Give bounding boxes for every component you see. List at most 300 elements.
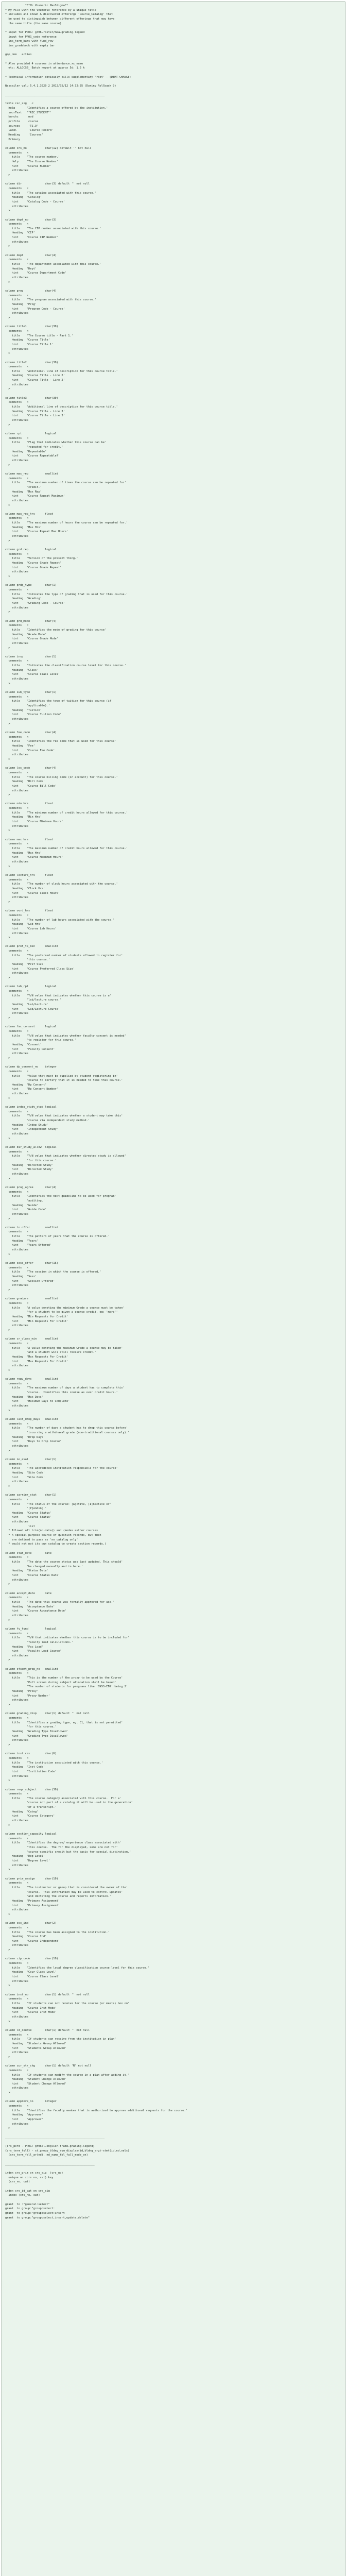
code-line: 'lab/lecture course.'	[5, 998, 62, 1002]
code-line: >	[5, 352, 10, 355]
code-line: >	[5, 1449, 10, 1452]
code-line	[5, 1917, 342, 1922]
code-line: title 'Y/N value that indicates whether this course is a'	[5, 994, 111, 997]
code-line: title 'Identifies the type of tuition for this course (if'	[5, 700, 113, 703]
code-line: comments <	[5, 735, 29, 739]
code-line: title 'The minimum number of credit hours allowed for this course.'	[5, 811, 128, 815]
code-line: are defined to pass as 'no_catalog only'	[5, 1538, 78, 1541]
code-line: column grd_mode char(4)	[5, 619, 57, 623]
code-line: column title2 char(30)	[5, 361, 58, 364]
code-line: >	[5, 1016, 10, 1020]
code-line: index crs_prim on crs_sig (crs_no)	[5, 2171, 63, 2175]
code-line: title 'The course category associated with this course. For a'	[5, 1797, 121, 1800]
code-line: title 'If students can receive from the institution in plan'	[5, 2038, 116, 2041]
code-line: column carrier_stat char(1)	[5, 1494, 57, 1497]
code-line	[5, 1827, 342, 1832]
code-line: comments <	[5, 1029, 29, 1033]
code-line	[5, 1872, 342, 1877]
code-line: Heading 'Min Hrs'	[5, 816, 42, 819]
code-line: title 'The instructor or group that is considered the owner of the'	[5, 1886, 128, 1889]
code-line: Heading 'Tuition'	[5, 708, 42, 712]
code-line: column repu_days smallint	[5, 1378, 58, 1381]
code-line	[5, 467, 342, 472]
code-line: title 'Value that must be supplied by student registering in'	[5, 1074, 118, 1078]
code-line: attributes	[5, 1654, 29, 1657]
code-line: column no_eval char(1)	[5, 1458, 57, 1461]
code-line: sourText '"REC_STUDENT"'	[5, 111, 52, 114]
code-line: hint 'Institution Code'	[5, 1770, 57, 1773]
code-line	[5, 427, 342, 432]
code-line: >	[5, 1703, 10, 1707]
code-line: comments <	[5, 1462, 29, 1466]
code-line: attributes	[5, 1012, 29, 1015]
code-line: ____________________________________________________________	[5, 2136, 105, 2139]
code-line: Heading 'Course Title - Line 2'	[5, 374, 65, 378]
code-line: comments <	[5, 1301, 29, 1305]
code-line: hint 'Course Grade Repeat'	[5, 566, 62, 569]
code-line: hint 'Approver'	[5, 2118, 43, 2122]
code-line: attributes	[5, 972, 29, 975]
code-line: >	[5, 1658, 10, 1662]
code-line: Heading 'Lab Hrs'	[5, 923, 42, 926]
code-line: Heading 'Guide'	[5, 1204, 39, 1207]
code-line: column dp_consent_no integer	[5, 1065, 57, 1069]
code-line	[5, 1748, 342, 1752]
code-line: column cip_code char(10)	[5, 1957, 58, 1961]
code-line: comments <	[5, 1190, 29, 1194]
code-line: column crs_no char(12) default '' not null	[5, 147, 92, 150]
code-line	[5, 507, 342, 512]
code-line: title 'Identifies the local degree classification course level for this course.'	[5, 1966, 149, 1970]
code-line: Heading 'Course Inst Mode'	[5, 2006, 57, 2010]
code-line: >	[5, 1328, 10, 1332]
code-line: title 'Identifies the mode of grading for this course'	[5, 628, 107, 632]
code-line: column loc_code char(4)	[5, 767, 57, 770]
code-line: >	[5, 2127, 10, 2130]
code-line: Heading 'Grading Type Disallowed'	[5, 1730, 68, 1733]
code-line: hint 'Course Maximum Hours'	[5, 856, 63, 859]
code-line: hint 'Course Class Level'	[5, 673, 60, 676]
code-line: grant to group:"group:select:	[5, 2207, 55, 2211]
code-line: attributes	[5, 1614, 29, 1617]
code-line: >	[5, 936, 10, 940]
code-line: attributes	[5, 2122, 29, 2126]
code-line: Primary	[5, 138, 20, 141]
code-line	[5, 356, 342, 361]
code-line	[5, 71, 342, 75]
code-line: attributes	[5, 205, 29, 208]
code-line: attributes	[5, 1480, 29, 1484]
code-line: 'course via independent study method.'	[5, 1119, 90, 1123]
code-line: Heading 'Fee'	[5, 744, 35, 748]
code-line: * A special purpose course of question records, but then	[5, 1534, 101, 1537]
code-listing[interactable]	[2, 2, 345, 2222]
code-line: title 'The status of the course: [A]ctive, [I]nactive or'	[5, 1502, 111, 1506]
code-line: column title3 char(30)	[5, 396, 58, 400]
code-line: comments <	[5, 1266, 29, 1269]
code-line: comments <	[5, 1926, 29, 1929]
code-line: hint 'Site Code'	[5, 1476, 45, 1479]
code-line: attributes	[5, 677, 29, 681]
code-line: hint 'Max Requests For Credit'	[5, 1360, 68, 1363]
code-line: hint 'Catalog Code - Course'	[5, 200, 65, 204]
code-line: hint 'Lab/Lecture Course'	[5, 1007, 60, 1011]
code-line	[5, 543, 342, 548]
code-line: Heading 'Students Group Allowed'	[5, 2042, 67, 2045]
code-line: >	[5, 280, 10, 284]
code-line: 'this course.'	[5, 958, 50, 962]
code-line	[5, 79, 342, 84]
code-line: Heading 'Prog'	[5, 302, 37, 306]
code-line: >	[5, 976, 10, 980]
code-line: >	[5, 316, 10, 319]
code-line	[5, 1783, 342, 1788]
code-line: label 'Course Record'	[5, 129, 54, 132]
code-line: 'course not part of a catalog it will be used in the generation'	[5, 1801, 133, 1805]
code-line: comments <	[5, 1382, 29, 1385]
code-line: >	[5, 1948, 10, 1952]
code-line: attributes	[5, 1364, 29, 1368]
code-line: title 'The maximum number of credit hours allowed for this course.'	[5, 847, 128, 851]
code-line: * includes all known & discovered offerings 'Course_Catalog' that	[5, 13, 113, 16]
code-line: attributes	[5, 606, 29, 609]
code-line: comments <	[5, 1717, 29, 1720]
code-line: ____________________________________________________________	[5, 93, 105, 97]
code-line: >	[5, 503, 10, 507]
code-line: Heading 'Categ'	[5, 1810, 39, 1814]
code-line	[5, 1293, 342, 1297]
code-line: column ld_course char(1) default '' not null	[5, 2028, 90, 2032]
code-line: hint 'Course Status'	[5, 1516, 52, 1519]
code-line: title 'This is the number of the proxy to be used by the Course'	[5, 1676, 123, 1680]
code-line: column sub_type char(1)	[5, 691, 57, 694]
code-line: Heading 'Fac Load'	[5, 1645, 43, 1649]
code-line: Heading 'Site Code'	[5, 1471, 45, 1475]
code-line: comments <	[5, 294, 29, 297]
code-line: column grading_disp char(1) default '' not null	[5, 1712, 90, 1716]
code-line: Heading 'Years'	[5, 1239, 39, 1243]
code-line: hint 'Grading Type Disallowed'	[5, 1734, 68, 1738]
code-line: column inst_no char(1) default '' not null	[5, 1993, 90, 1996]
code-line: >	[5, 2020, 10, 2023]
code-line: column max_hrs float	[5, 838, 54, 841]
code-line: column reqr_subject char(30)	[5, 1788, 58, 1791]
code-line: Heading 'Indep Study'	[5, 1123, 48, 1127]
code-line: the same title (the same course)	[5, 22, 62, 25]
code-line	[5, 1988, 342, 1993]
code-line	[5, 1489, 342, 1494]
code-line: hint 'Course Tuition Code'	[5, 713, 62, 717]
code-line: comments <	[5, 151, 29, 155]
code-line: Wassailer valu 5.4.1.3520 2 2012/05/12 14:32:35 (During Rollback 9)	[5, 84, 116, 88]
code-line: title 'The program associated with this course.'	[5, 298, 96, 302]
code-line: attributes	[5, 1908, 29, 1912]
code-line: Heading 'Dept'	[5, 267, 37, 270]
code-line: * Allowed all trim(no-data)) and (modes author courses	[5, 1529, 98, 1533]
code-line: list	[5, 1524, 35, 1528]
code-line: etc: ALLOCSB_ Batch report at approx 5d: 1.5 k	[5, 66, 85, 70]
code-line	[5, 249, 342, 253]
code-line: column insp char(1)	[5, 655, 57, 658]
code-line: hint 'Course Minimum Hours'	[5, 820, 63, 824]
code-line: >	[5, 1912, 10, 1916]
code-line: comments <	[5, 365, 29, 369]
code-line: >	[5, 1618, 10, 1622]
code-line: >	[5, 2091, 10, 2095]
code-line: column prog char(4)	[5, 290, 57, 293]
code-line: title 'The preferred number of students allowed to register for'	[5, 954, 123, 957]
code-line	[5, 762, 342, 767]
code-line: hint 'Course Bill Code'	[5, 784, 57, 788]
code-line: comments <	[5, 1342, 29, 1345]
code-line: column grd_rep logical	[5, 548, 57, 552]
code-line: column max_rep smallint	[5, 472, 58, 476]
code-line: title 'The number of lab hours associated with the course.'	[5, 918, 115, 922]
code-line: column ovrd_hrs float	[5, 909, 54, 913]
code-line: Heading 'Acceptance Date'	[5, 1605, 55, 1608]
code-line: hint 'Directed Study'	[5, 1168, 54, 1172]
code-line: >	[5, 1868, 10, 1872]
code-line: column prof_ts_min smallint	[5, 945, 58, 948]
code-line: hint 'Course Status Date'	[5, 1574, 60, 1577]
code-line: hint 'Primary Assignment'	[5, 1904, 60, 1907]
code-line: Heading 'Course Title - Line 3'	[5, 410, 65, 413]
code-line: 'course. This information may be used to control updates'	[5, 1890, 123, 1894]
code-line: column ofcamt_prop_no smallint	[5, 1667, 58, 1671]
code-line: hint 'Days to Drop Course'	[5, 1440, 62, 1444]
code-line: 'this course. The for the displayed, some are not for'	[5, 1846, 118, 1850]
code-line: attributes	[5, 276, 29, 280]
code-line: attributes	[5, 1248, 29, 1252]
code-line: 'be changed manually and in here.'	[5, 1565, 83, 1568]
code-line: hint 'Course Acceptance Date'	[5, 1609, 67, 1613]
code-line: comments <	[5, 1596, 29, 1600]
code-line: column last_drop_days smallint	[5, 1418, 58, 1421]
code-line: comments <	[5, 807, 29, 810]
code-line: attributes	[5, 1324, 29, 1328]
code-line: sources 'TS.O'	[5, 124, 39, 128]
code-line: column fy_fund logical	[5, 1627, 57, 1631]
code-line: column cur_str_chg char(1) default 'N' not null	[5, 2064, 92, 2068]
code-line: title 'Additional line of description for this course title.'	[5, 405, 118, 409]
code-line: Heading 'Status Date'	[5, 1569, 48, 1573]
code-line	[5, 2131, 342, 2136]
code-line: >	[5, 865, 10, 868]
code-line: title 'Identifies the faculty member that is authorized to approve additional requests for the course.'	[5, 2109, 187, 2112]
code-line: attributes	[5, 860, 29, 863]
code-line: >	[5, 829, 10, 833]
code-line: attributes	[5, 718, 29, 721]
code-line: column max_rep_hrs float	[5, 512, 54, 516]
code-line: Heading 'Cour Class Level'	[5, 1971, 57, 1974]
code-line: comments <	[5, 1962, 29, 1965]
code-line: Heading 'Lab/Lecture'	[5, 1003, 48, 1006]
code-line: hint 'Students Group Allowed'	[5, 2046, 67, 2050]
code-line: comments <	[5, 842, 29, 846]
code-line	[5, 1953, 342, 1957]
code-line: hint 'Proxy Number'	[5, 1694, 50, 1698]
code-line: gmp_dom action	[5, 53, 32, 57]
code-line: comments <	[5, 588, 29, 591]
code-line: title 'The course billing code (or account) for this course.'	[5, 775, 118, 779]
code-line: title 'The maximum number of times the course can be repeated for'	[5, 481, 126, 485]
code-line: hint 'Min Requests For Credit'	[5, 1319, 68, 1323]
code-line: * would not not its own catalog to create section records.)	[5, 1543, 107, 1546]
code-line: title 'The date the course status was last updated. This should'	[5, 1561, 123, 1564]
code-line: Heading 'Inst Code'	[5, 1766, 45, 1769]
code-line: title 'Additional line of description for this course title.'	[5, 369, 118, 373]
code-line: attributes	[5, 1774, 29, 1778]
code-line: column dir char(3) default '' not null	[5, 182, 90, 186]
code-line: title 'The number of days a student has to drop this course before'	[5, 1427, 128, 1430]
code-line: comments <	[5, 1882, 29, 1885]
code-line: (crs_no, cat)	[5, 2180, 30, 2184]
code-line	[5, 1181, 342, 1185]
code-line: >	[5, 900, 10, 904]
code-line: * Also provided 4 courses in attendance.xx_name	[5, 62, 83, 65]
code-line: attributes	[5, 2015, 29, 2019]
code-line: attributes	[5, 535, 29, 538]
code-line: title 'Flag that indicates whether this course can be'	[5, 441, 107, 445]
code-line: >	[5, 1252, 10, 1256]
code-line: title 'The number of clock hours associated with the course.'	[5, 883, 118, 886]
code-line: column fac_consent logical	[5, 1025, 57, 1029]
code-line	[5, 1663, 342, 1667]
code-line: title 'Y/N value that indicates whether a student may take this'	[5, 1114, 123, 1118]
code-line: 'and dictating the course and reports information.'	[5, 1895, 111, 1899]
code-line: >	[5, 722, 10, 725]
code-line	[5, 2166, 342, 2171]
code-line: be used to distinguish between different offerings that may have	[5, 17, 115, 21]
code-line: comments <	[5, 1498, 29, 1501]
code-line	[5, 1622, 342, 1627]
code-line: index (crs_no, cat)	[5, 2194, 40, 2197]
code-line: input for PROG_code reference	[5, 35, 57, 39]
code-line: attributes	[5, 1979, 29, 1983]
code-line	[5, 1257, 342, 1261]
code-line: >	[5, 245, 10, 248]
code-line: hint 'Student Change Allowed'	[5, 2082, 67, 2086]
code-line: ins_term_bars with fund_row	[5, 40, 54, 43]
code-line: ins_gradebook with empty bar	[5, 44, 55, 47]
code-line: comments <	[5, 878, 29, 882]
code-line: attributes	[5, 499, 29, 502]
code-line: hint 'Course Repeat Maximum'	[5, 495, 65, 498]
code-line: Heading 'Student Change Allowed'	[5, 2078, 67, 2081]
code-line: attributes	[5, 896, 29, 900]
code-line: title 'Indicates the classification course level for this course.'	[5, 664, 126, 668]
code-line: hint 'Program Code - Course'	[5, 307, 65, 311]
code-line: title 'The accredited institution responsible for the course'	[5, 1467, 118, 1470]
code-line: column dept_no char(3)	[5, 218, 57, 222]
code-line: attributes	[5, 2051, 29, 2055]
code-line: attributes	[5, 459, 29, 462]
code-line: attributes	[5, 1819, 29, 1823]
code-line	[5, 392, 342, 396]
code-line	[5, 1333, 342, 1337]
code-line: hint 'Years Offered'	[5, 1244, 52, 1247]
code-line: attributes	[5, 1739, 29, 1742]
code-line: comments <	[5, 187, 29, 190]
code-line: column csc_ind char(2)	[5, 1922, 57, 1925]
code-line: comments <	[5, 401, 29, 404]
code-line	[5, 2184, 342, 2189]
code-line: >	[5, 387, 10, 391]
code-line: >	[5, 1823, 10, 1827]
code-line: attributes	[5, 1863, 29, 1867]
code-line: comments <	[5, 1792, 29, 1796]
code-line: >	[5, 1743, 10, 1747]
code-line: grant to group:"group:select,insert,update,delete"	[5, 2216, 90, 2219]
code-line: 'to register for this course.'	[5, 1039, 77, 1042]
code-line	[5, 905, 342, 909]
code-line: >	[5, 1779, 10, 1783]
code-line: profile course	[5, 120, 39, 124]
code-line: title 'The CIP number associated with this course.'	[5, 227, 101, 230]
code-line: help 'Identifies a course offered by the institution.'	[5, 107, 108, 110]
code-line: attributes	[5, 2087, 29, 2090]
code-line: 'auditing.'	[5, 1199, 45, 1202]
code-line	[5, 2158, 342, 2162]
code-line: grant to group:"group:select:insert	[5, 2211, 65, 2215]
code-line: attributes	[5, 1404, 29, 1408]
code-line	[5, 2060, 342, 2064]
code-line: attributes	[5, 1699, 29, 1702]
code-line: >	[5, 1056, 10, 1060]
code-line: hint 'Course Independent'	[5, 1939, 60, 1943]
code-line: >	[5, 1137, 10, 1140]
code-line: title 'The maximum number of hours the course can be repeated for.'	[5, 521, 128, 525]
code-line: title 'The institution associated with this course.'	[5, 1761, 103, 1765]
code-line: (crs_term_fell_ar(nd), nd_name_tbl_fall_mode_on)	[5, 2154, 88, 2157]
code-line: title 'The course has been assigned to the institution.'	[5, 1930, 110, 1934]
code-line: hint 'Course Repeat Max Hours'	[5, 530, 68, 534]
code-line: comments <	[5, 1422, 29, 1426]
code-line: Heading 'Repeatable'	[5, 450, 47, 453]
code-line	[5, 178, 342, 182]
code-line: title 'A value denoting the minimum Grade a course must be taken'	[5, 1306, 125, 1310]
code-line	[5, 1707, 342, 1712]
code-line: Heading 'Sess'	[5, 1275, 37, 1279]
code-line: hint 'Course CIP Number'	[5, 236, 58, 240]
code-line: title 'If students can not receive for the course (or meets) box on'	[5, 2002, 130, 2005]
code-line	[5, 615, 342, 619]
code-line: title 'A value denoting the maximum Grade a course may be taken'	[5, 1346, 123, 1350]
code-line: title 'The Course title - Part 1.'	[5, 334, 73, 337]
code-line: column min_hrs float	[5, 802, 54, 806]
code-line: Heading 'Proxy'	[5, 1690, 39, 1693]
code-line: Heading 'Dp Consent'	[5, 1083, 47, 1087]
code-line: Heading 'Course Ind'	[5, 1935, 47, 1939]
code-line: comments <	[5, 1756, 29, 1760]
code-line: >	[5, 539, 10, 543]
code-line: Heading 'Consent'	[5, 1043, 42, 1046]
code-line: title 'The department associated with this course.'	[5, 263, 101, 266]
code-line: comments <	[5, 1110, 29, 1113]
code-line: 'course to certify that it is needed to take this course.'	[5, 1079, 123, 1082]
code-line: Heading 'Pref Size'	[5, 963, 45, 967]
code-line: Heading 'Min Requests for Credit'	[5, 1315, 68, 1318]
code-line: ______________________________________________________	[5, 2162, 95, 2166]
code-line: attributes	[5, 1284, 29, 1287]
code-line: title 'Identifies a grading type, eg. C1, that is not permitted'	[5, 1721, 123, 1724]
code-line: comments <	[5, 329, 29, 333]
code-line	[5, 2198, 342, 2202]
code-line: hint 'Course Grade Mode'	[5, 637, 58, 641]
code-line: 'for this course.'	[5, 1159, 57, 1162]
code-line: >	[5, 1096, 10, 1100]
code-line	[5, 1547, 342, 1551]
